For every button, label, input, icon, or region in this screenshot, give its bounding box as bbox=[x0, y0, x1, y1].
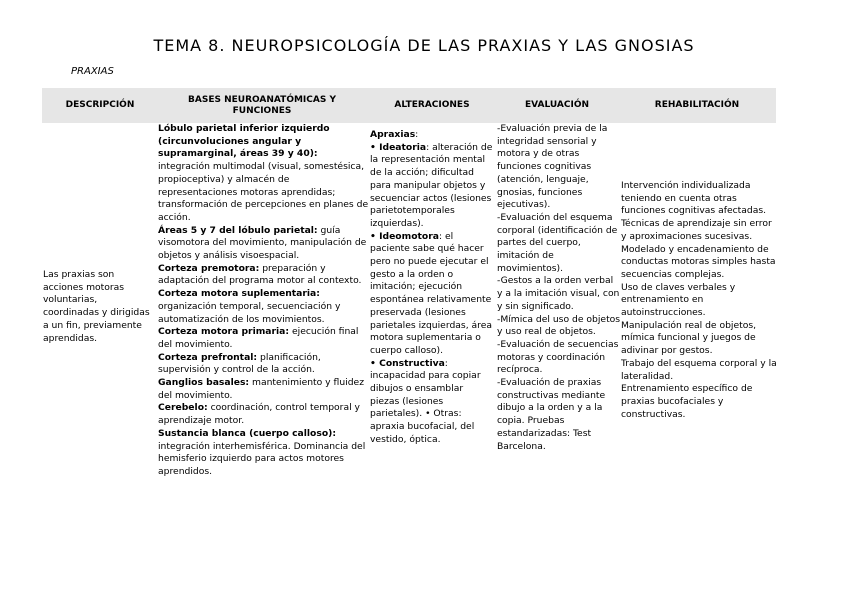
bases-item-title: Ganglios basales: bbox=[158, 377, 250, 389]
bases-item-text: integración multimodal (visual, somestésica, propioceptiva) y almacén de representaciones motoras aprendidas; transformación de percepciones en planes de acción. bbox=[158, 161, 369, 223]
evaluacion-item: -Evaluación de praxias constructivas mediante dibujo a la orden y a la copia. Pruebas estandarizadas: Test Barcelona. bbox=[497, 377, 606, 452]
bases-item bbox=[158, 428, 370, 479]
evaluacion-item: -Evaluación del esquema corporal (identificación de partes del cuerpo, imitación de movimientos). bbox=[497, 211, 618, 274]
bases-item-title: Áreas 5 y 7 del lóbulo parietal: bbox=[158, 224, 318, 236]
bases-item-title: Sustancia blanca (cuerpo calloso): bbox=[158, 427, 337, 439]
alteraciones-item-text: : incapacidad para copiar dibujos o ensamblar piezas (lesiones parietales). • Otras: apraxia bucofacial, del vestido, óptica. bbox=[370, 357, 481, 445]
rehabilitacion-item: Uso de claves verbales y entrenamiento en autoinstrucciones. bbox=[621, 281, 736, 319]
header-bases: BASES NEUROANATÓMICAS Y FUNCIONES bbox=[188, 94, 336, 116]
table-header-row bbox=[42, 88, 776, 123]
bases-item-title: Corteza prefrontal: bbox=[158, 351, 258, 363]
alteraciones-heading-suffix: : bbox=[415, 129, 419, 140]
alteraciones-heading bbox=[370, 129, 495, 142]
bases-item-title: Corteza motora suplementaria: bbox=[158, 288, 320, 300]
bases-item bbox=[158, 225, 370, 263]
rehabilitacion-item: Trabajo del esquema corporal y la lateralidad. bbox=[621, 357, 777, 382]
alteraciones-item bbox=[370, 231, 495, 358]
bases-item-text: organización temporal, secuenciación y automatización de los movimientos. bbox=[158, 300, 341, 325]
alteraciones-item bbox=[370, 358, 495, 447]
bases-item bbox=[158, 352, 370, 377]
header-rehabilitacion: REHABILITACIÓN bbox=[654, 100, 740, 110]
evaluacion-cell bbox=[497, 123, 621, 453]
bullet: • bbox=[370, 357, 380, 369]
bases-item-title: Lóbulo parietal inferior izquierdo (circunvoluciones angular y supramarginal, áreas 39 y 40): bbox=[158, 123, 330, 160]
bases-item-text: preparación y adaptación del programa motor al contexto. bbox=[158, 262, 362, 287]
bases-item bbox=[158, 377, 370, 402]
bullet: • bbox=[370, 141, 380, 153]
rehabilitacion-item: Modelado y encadenamiento de conductas motoras simples hasta secuencias complejas. bbox=[621, 243, 776, 280]
bases-item bbox=[158, 123, 370, 225]
header-evaluacion: EVALUACIÓN bbox=[524, 100, 589, 110]
header-alteraciones: ALTERACIONES bbox=[394, 100, 470, 110]
alteraciones-item-title: Ideomotora bbox=[379, 230, 439, 242]
bases-item-text: ejecución final del movimiento. bbox=[158, 326, 359, 350]
bases-cell bbox=[158, 123, 370, 479]
alteraciones-item-text: : el paciente sabe qué hacer pero no puede ejecutar el gesto a la orden o imitación; ejecución espontánea relativamente preservada (lesiones parietales izquierdas, área motora suplementaria o cuerpo calloso). bbox=[370, 230, 493, 356]
bases-item bbox=[158, 326, 370, 351]
bases-item bbox=[158, 288, 370, 326]
evaluacion-item: -Mímica del uso de objetos y uso real de objetos. bbox=[497, 313, 621, 338]
bullet: • bbox=[370, 230, 380, 242]
alteraciones-item-text: : alteración de la representación mental de la acción; dificultad para manipular objetos y secuenciar actos (lesiones parietotemporales izquierdas). bbox=[370, 141, 493, 229]
bases-item-text: guía visomotora del movimiento, manipulación de objetos y análisis visoespacial. bbox=[158, 224, 367, 262]
alteraciones-item-title: Ideatoria bbox=[379, 141, 427, 153]
bases-item-title: Cerebelo: bbox=[158, 402, 208, 414]
evaluacion-item: -Evaluación previa de la integridad sensorial y motora y de otras funciones cognitivas (atención, lenguaje, gnosias, funciones ejecutivas). bbox=[497, 123, 608, 211]
header-descripcion: DESCRIPCIÓN bbox=[65, 100, 135, 110]
rehabilitacion-item: Intervención individualizada teniendo en cuenta otras funciones cognitivas afectadas. bbox=[621, 180, 767, 217]
bases-item-text: planificación, supervisión y control de la acción. bbox=[158, 351, 321, 376]
page-title: TEMA 8. NEUROPSICOLOGÍA DE LAS PRAXIAS Y LAS GNOSIAS bbox=[153, 36, 695, 55]
bases-item-title: Corteza motora primaria: bbox=[158, 326, 290, 338]
bases-item bbox=[158, 263, 370, 288]
descripcion-cell: Las praxias son acciones motoras voluntarias, coordinadas y dirigidas a un fin, previamente aprendidas. bbox=[43, 269, 150, 344]
rehabilitacion-item: Manipulación real de objetos, mímica funcional y juegos de adivinar por gestos. bbox=[621, 319, 757, 357]
bases-item-text: integración interhemisférica. Dominancia del hemisferio izquierdo para actos motores aprendidos. bbox=[158, 440, 366, 477]
evaluacion-item: -Evaluación de secuencias motoras y coordinación recíproca. bbox=[497, 338, 619, 376]
rehabilitacion-item: Entrenamiento específico de praxias bucofaciales y constructivas. bbox=[621, 383, 753, 420]
rehabilitacion-cell bbox=[621, 180, 779, 421]
bases-item-title: Corteza premotora: bbox=[158, 262, 260, 274]
bases-item bbox=[158, 402, 370, 427]
alteraciones-item bbox=[370, 142, 495, 231]
alteraciones-item-title: Constructiva bbox=[379, 357, 445, 369]
bases-item-text: coordinación, control temporal y aprendizaje motor. bbox=[158, 402, 360, 427]
alteraciones-cell bbox=[370, 129, 495, 447]
rehabilitacion-item: Técnicas de aprendizaje sin error y aproximaciones sucesivas. bbox=[621, 218, 772, 242]
section-subtitle: PRAXIAS bbox=[71, 66, 114, 77]
evaluacion-item: -Gestos a la orden verbal y a la imitación visual, con y sin significado. bbox=[497, 275, 620, 312]
bases-item-text: mantenimiento y fluidez del movimiento. bbox=[158, 377, 365, 401]
alteraciones-heading-text: Apraxias bbox=[370, 129, 416, 140]
